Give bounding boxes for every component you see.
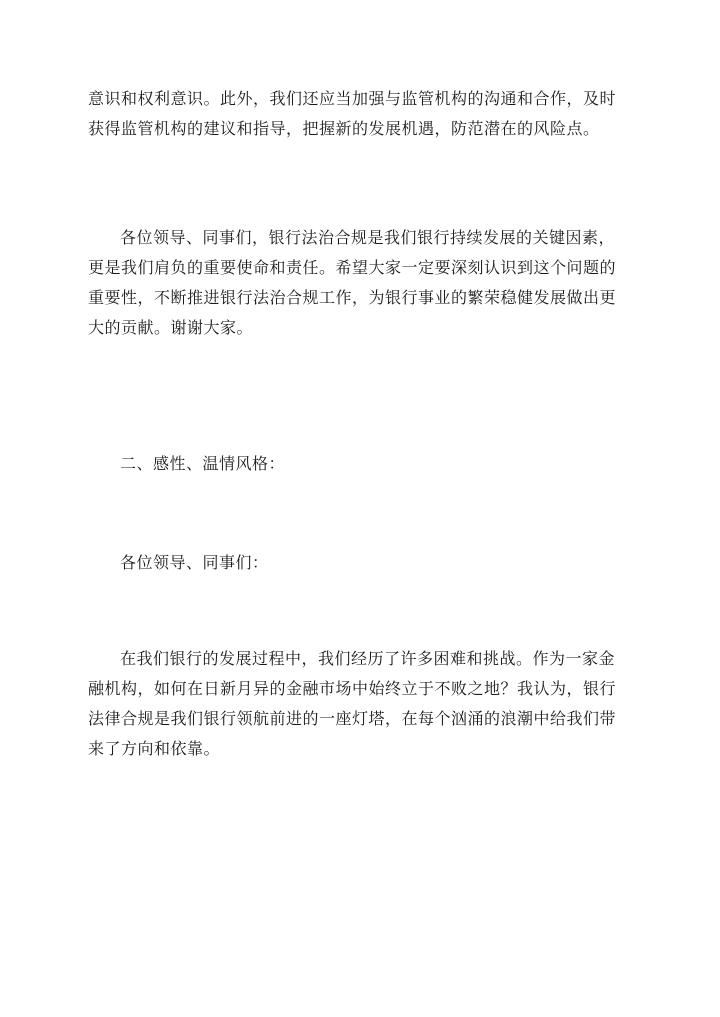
text-line: 融机构，如何在日新月异的金融市场中始终立于不败之地？我认为，银行 [88,679,617,698]
text-line: 获得监管机构的建议和指导，把握新的发展机遇，防范潜在的风险点。 [88,119,600,138]
salutation [88,548,638,578]
text-line: 更是我们肩负的重要使命和责任。希望大家一定要深刻认识到这个问题的 [88,258,617,277]
heading-line: 二、感性、温情风格： [120,454,286,473]
text-line: 重要性，不断推进银行法治合规工作，为银行事业的繁荣稳健发展做出更 [88,288,617,307]
paragraph-conclusion [88,223,638,343]
text-line: 各位领导、同事们： [120,553,269,572]
paragraph-body [88,644,638,764]
text-line: 法律合规是我们银行领航前进的一座灯塔，在每个汹涌的浪潮中给我们带 [88,709,617,728]
text-line: 来了方向和依靠。 [88,739,221,758]
text-line: 在我们银行的发展过程中，我们经历了许多困难和挑战。作为一家金 [120,649,616,668]
text-line: 意识和权利意识。此外，我们还应当加强与监管机构的沟通和合作，及时 [88,89,617,108]
text-line: 大的贡献。谢谢大家。 [88,318,254,337]
text-line: 各位领导、同事们，银行法治合规是我们银行持续发展的关键因素， [120,228,616,247]
paragraph-closing-compliance [88,84,638,144]
section-heading [88,449,638,479]
